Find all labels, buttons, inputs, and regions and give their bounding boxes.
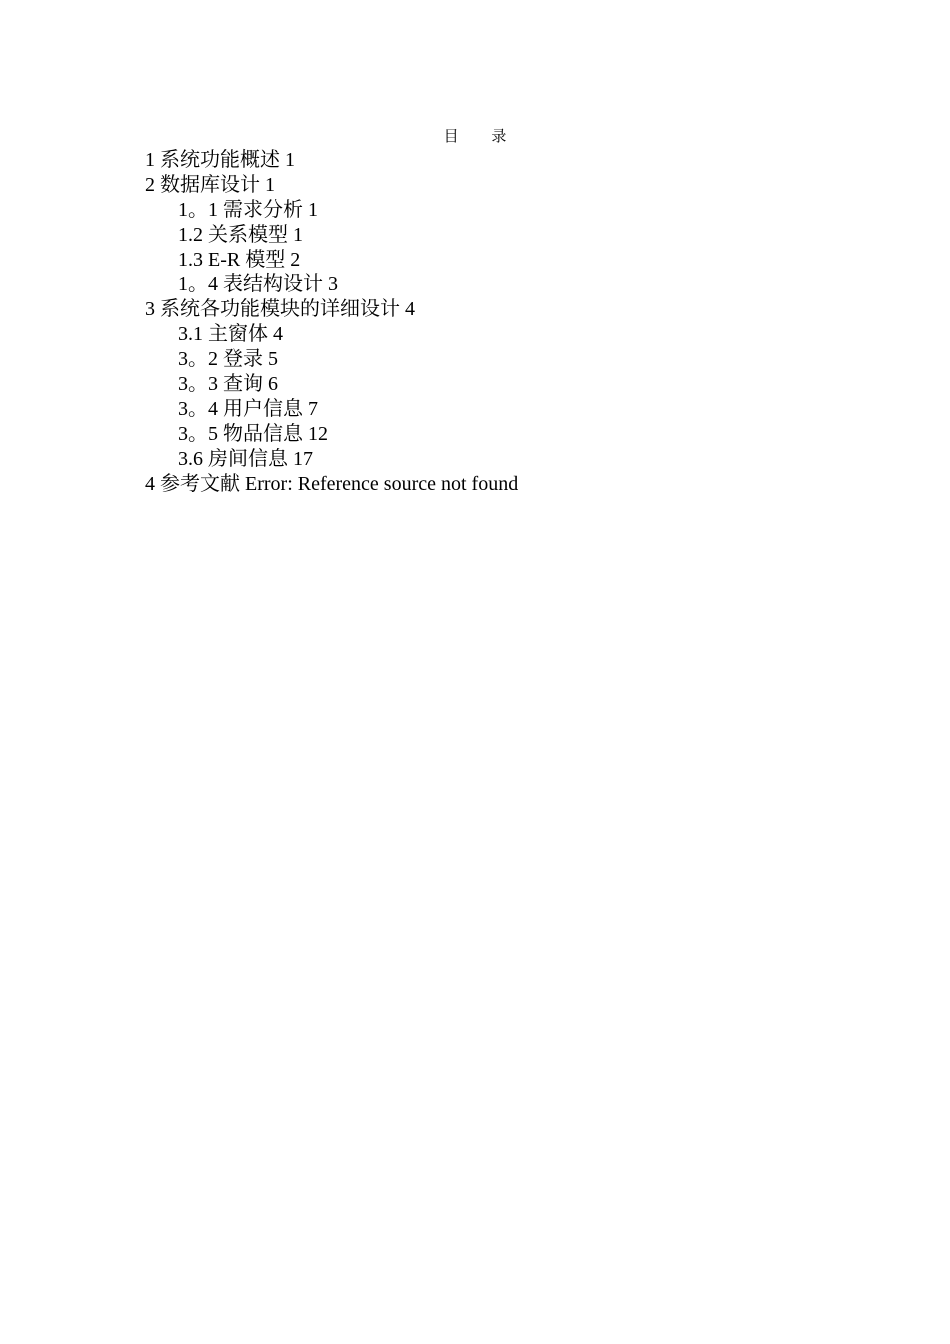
toc-list <box>145 148 518 496</box>
toc-entry: 1 系统功能概述 1 <box>145 149 295 171</box>
toc-entry: 1。1 需求分析 1 <box>178 198 318 221</box>
toc-entry: 3。3 查询 6 <box>178 373 278 396</box>
toc-entry: 3 系统各功能模块的详细设计 4 <box>145 298 415 321</box>
toc-entry: 3。4 用户信息 7 <box>178 397 318 420</box>
toc-entry: 3.6 房间信息 17 <box>178 447 313 470</box>
toc-entry: 1.3 E-R 模型 2 <box>178 248 301 271</box>
toc-entry: 2 数据库设计 1 <box>145 173 275 196</box>
toc-entry: 3。2 登录 5 <box>178 348 278 371</box>
toc-entry: 3。5 物品信息 12 <box>178 422 328 445</box>
toc-title: 目 录 <box>443 127 521 145</box>
toc-entry: 1.2 关系模型 1 <box>178 223 303 246</box>
toc-entry: 4 参考文献 Error: Reference source not found <box>145 472 519 495</box>
toc-entry: 3.1 主窗体 4 <box>178 323 283 346</box>
toc-entry: 1。4 表结构设计 3 <box>178 273 338 296</box>
